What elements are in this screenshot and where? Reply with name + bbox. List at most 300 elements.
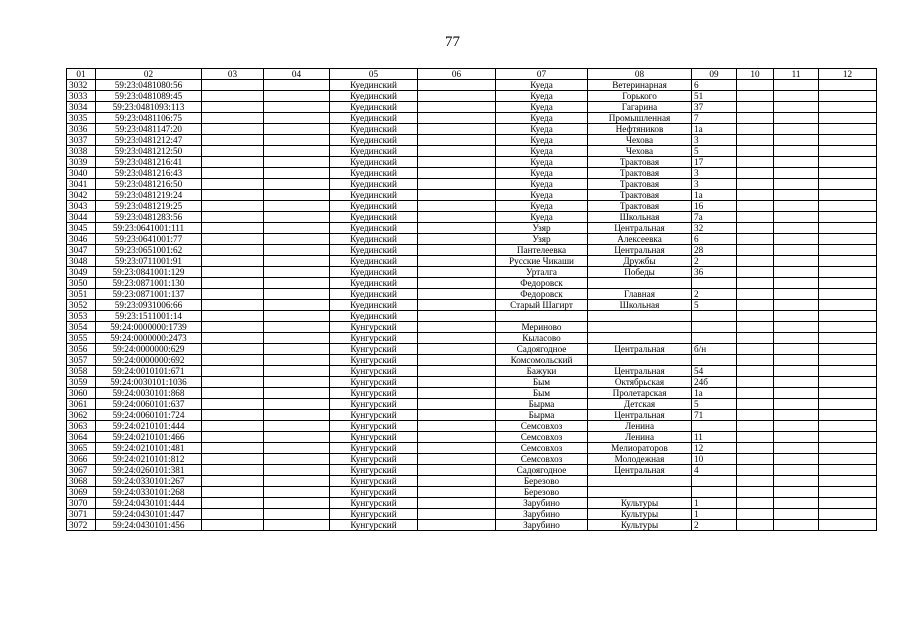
cell-col-11 xyxy=(774,278,819,289)
cell-col-03 xyxy=(202,300,264,311)
table-row xyxy=(67,80,877,91)
cell-col-03 xyxy=(202,212,264,223)
cell-locality: Куеда xyxy=(496,168,588,179)
cell-house-number: 2 xyxy=(692,520,737,531)
cell-col-06 xyxy=(418,278,496,289)
cell-col-10 xyxy=(737,355,774,366)
cell-col-10 xyxy=(737,267,774,278)
cell-col-03 xyxy=(202,366,264,377)
table-row xyxy=(67,311,877,322)
cell-row-number: 3066 xyxy=(67,454,96,465)
cell-row-number: 3067 xyxy=(67,465,96,476)
cell-cadastral-number: 59:24:0430101:444 xyxy=(96,498,202,509)
cell-col-03 xyxy=(202,201,264,212)
cell-col-10 xyxy=(737,91,774,102)
cell-locality: Куеда xyxy=(496,157,588,168)
cell-row-number: 3050 xyxy=(67,278,96,289)
cell-col-10 xyxy=(737,102,774,113)
cell-col-10 xyxy=(737,278,774,289)
cell-street: Промышленная xyxy=(588,113,692,124)
cell-col-04 xyxy=(264,135,330,146)
cell-col-12 xyxy=(819,289,877,300)
cell-col-11 xyxy=(774,179,819,190)
cell-district: Куединский xyxy=(330,135,418,146)
cell-col-11 xyxy=(774,80,819,91)
table-row xyxy=(67,113,877,124)
cell-col-11 xyxy=(774,201,819,212)
cell-col-12 xyxy=(819,91,877,102)
cell-row-number: 3049 xyxy=(67,267,96,278)
cell-street: Культуры xyxy=(588,520,692,531)
table-row xyxy=(67,333,877,344)
cell-house-number: б/н xyxy=(692,344,737,355)
table-body xyxy=(67,80,877,531)
cell-col-10 xyxy=(737,487,774,498)
cell-col-04 xyxy=(264,300,330,311)
cell-cadastral-number: 59:24:0030101:1036 xyxy=(96,377,202,388)
cell-col-12 xyxy=(819,333,877,344)
cell-row-number: 3042 xyxy=(67,190,96,201)
cell-col-11 xyxy=(774,355,819,366)
cell-house-number: 3 xyxy=(692,168,737,179)
table-row xyxy=(67,432,877,443)
cell-col-04 xyxy=(264,234,330,245)
cell-locality: Зарубино xyxy=(496,520,588,531)
cell-house-number: 54 xyxy=(692,366,737,377)
cell-cadastral-number: 59:23:0481212:47 xyxy=(96,135,202,146)
cell-col-03 xyxy=(202,454,264,465)
cell-locality: Бым xyxy=(496,377,588,388)
cell-col-04 xyxy=(264,113,330,124)
cell-cadastral-number: 59:23:0871001:130 xyxy=(96,278,202,289)
cell-district: Кунгурский xyxy=(330,388,418,399)
cell-locality: Куеда xyxy=(496,201,588,212)
cell-cadastral-number: 59:24:0010101:671 xyxy=(96,366,202,377)
cell-district: Куединский xyxy=(330,190,418,201)
cell-col-11 xyxy=(774,388,819,399)
cell-street: Школьная xyxy=(588,212,692,223)
cell-col-04 xyxy=(264,124,330,135)
cell-col-11 xyxy=(774,135,819,146)
cell-street: Центральная xyxy=(588,465,692,476)
cell-col-10 xyxy=(737,212,774,223)
cell-district: Кунгурский xyxy=(330,498,418,509)
cell-col-04 xyxy=(264,102,330,113)
cell-col-10 xyxy=(737,520,774,531)
cell-col-12 xyxy=(819,366,877,377)
cell-col-03 xyxy=(202,168,264,179)
cell-district: Куединский xyxy=(330,311,418,322)
cell-col-10 xyxy=(737,333,774,344)
cell-col-10 xyxy=(737,168,774,179)
cell-col-04 xyxy=(264,388,330,399)
cell-col-11 xyxy=(774,190,819,201)
cell-district: Кунгурский xyxy=(330,476,418,487)
cell-row-number: 3064 xyxy=(67,432,96,443)
cell-col-11 xyxy=(774,289,819,300)
cell-district: Кунгурский xyxy=(330,454,418,465)
cell-cadastral-number: 59:24:0030101:868 xyxy=(96,388,202,399)
cell-col-12 xyxy=(819,509,877,520)
cell-col-10 xyxy=(737,311,774,322)
cell-col-04 xyxy=(264,366,330,377)
cell-locality: Старый Шагирт xyxy=(496,300,588,311)
cell-locality: Куеда xyxy=(496,190,588,201)
cell-col-04 xyxy=(264,256,330,267)
cell-col-11 xyxy=(774,300,819,311)
table-row xyxy=(67,223,877,234)
cell-col-11 xyxy=(774,322,819,333)
cell-cadastral-number: 59:24:0060101:724 xyxy=(96,410,202,421)
cell-house-number: 11 xyxy=(692,432,737,443)
cell-house-number: 10 xyxy=(692,454,737,465)
cell-street: Центральная xyxy=(588,366,692,377)
cell-col-04 xyxy=(264,421,330,432)
cell-col-12 xyxy=(819,432,877,443)
cell-street: Трактовая xyxy=(588,179,692,190)
cell-col-04 xyxy=(264,157,330,168)
cell-house-number xyxy=(692,333,737,344)
cell-col-12 xyxy=(819,465,877,476)
cell-col-04 xyxy=(264,410,330,421)
cell-locality: Федоровск xyxy=(496,289,588,300)
cell-col-10 xyxy=(737,443,774,454)
cell-col-12 xyxy=(819,498,877,509)
cell-locality: Комсомольский xyxy=(496,355,588,366)
cell-street: Культуры xyxy=(588,509,692,520)
cell-col-11 xyxy=(774,520,819,531)
cell-col-06 xyxy=(418,410,496,421)
cell-row-number: 3043 xyxy=(67,201,96,212)
cell-house-number: 1 xyxy=(692,509,737,520)
cell-row-number: 3062 xyxy=(67,410,96,421)
cell-street: Гагарина xyxy=(588,102,692,113)
cell-col-04 xyxy=(264,355,330,366)
table-row xyxy=(67,102,877,113)
cell-col-12 xyxy=(819,300,877,311)
cell-col-06 xyxy=(418,476,496,487)
cell-col-06 xyxy=(418,388,496,399)
cell-col-04 xyxy=(264,443,330,454)
cell-col-12 xyxy=(819,278,877,289)
cell-col-06 xyxy=(418,223,496,234)
table-row xyxy=(67,399,877,410)
cell-district: Кунгурский xyxy=(330,465,418,476)
cell-district: Куединский xyxy=(330,234,418,245)
cell-col-10 xyxy=(737,157,774,168)
cell-col-12 xyxy=(819,223,877,234)
cell-col-06 xyxy=(418,399,496,410)
cell-street: Детская xyxy=(588,399,692,410)
cell-house-number: 7 xyxy=(692,113,737,124)
cell-street: Трактовая xyxy=(588,201,692,212)
cell-col-10 xyxy=(737,421,774,432)
cell-cadastral-number: 59:24:0000000:1739 xyxy=(96,322,202,333)
column-header-cadastral-number: 02 xyxy=(96,69,202,80)
cell-col-04 xyxy=(264,377,330,388)
cell-col-04 xyxy=(264,311,330,322)
cell-col-10 xyxy=(737,322,774,333)
cell-row-number: 3044 xyxy=(67,212,96,223)
cell-row-number: 3071 xyxy=(67,509,96,520)
cell-col-10 xyxy=(737,377,774,388)
cell-house-number: 12 xyxy=(692,443,737,454)
cell-cadastral-number: 59:23:0841001:129 xyxy=(96,267,202,278)
cell-row-number: 3059 xyxy=(67,377,96,388)
cell-col-04 xyxy=(264,322,330,333)
cell-col-06 xyxy=(418,102,496,113)
cell-cadastral-number: 59:23:0481093:113 xyxy=(96,102,202,113)
cell-col-11 xyxy=(774,432,819,443)
column-header-locality: 07 xyxy=(496,69,588,80)
cell-house-number xyxy=(692,421,737,432)
cell-col-06 xyxy=(418,432,496,443)
cell-col-04 xyxy=(264,223,330,234)
cell-cadastral-number: 59:24:0430101:447 xyxy=(96,509,202,520)
cell-col-12 xyxy=(819,157,877,168)
cell-col-12 xyxy=(819,410,877,421)
cell-col-12 xyxy=(819,443,877,454)
table-row xyxy=(67,190,877,201)
column-header-house-number: 09 xyxy=(692,69,737,80)
cell-row-number: 3065 xyxy=(67,443,96,454)
cell-cadastral-number: 59:24:0210101:481 xyxy=(96,443,202,454)
cell-house-number: 5 xyxy=(692,399,737,410)
cell-col-03 xyxy=(202,289,264,300)
table-row xyxy=(67,443,877,454)
cell-row-number: 3037 xyxy=(67,135,96,146)
cell-district: Кунгурский xyxy=(330,509,418,520)
cell-col-12 xyxy=(819,399,877,410)
cell-col-04 xyxy=(264,487,330,498)
cell-col-11 xyxy=(774,465,819,476)
cell-col-10 xyxy=(737,179,774,190)
cell-locality xyxy=(496,311,588,322)
cell-street: Октябрьская xyxy=(588,377,692,388)
cell-col-04 xyxy=(264,91,330,102)
cell-col-12 xyxy=(819,179,877,190)
cell-col-03 xyxy=(202,476,264,487)
cell-col-12 xyxy=(819,388,877,399)
cell-col-03 xyxy=(202,267,264,278)
cell-col-12 xyxy=(819,344,877,355)
cell-col-03 xyxy=(202,223,264,234)
cell-col-06 xyxy=(418,201,496,212)
cell-col-04 xyxy=(264,245,330,256)
cell-row-number: 3069 xyxy=(67,487,96,498)
cell-col-04 xyxy=(264,80,330,91)
cell-house-number: 6 xyxy=(692,234,737,245)
cell-col-03 xyxy=(202,234,264,245)
cell-locality: Куеда xyxy=(496,124,588,135)
cell-col-11 xyxy=(774,410,819,421)
cell-col-12 xyxy=(819,322,877,333)
cell-street xyxy=(588,333,692,344)
cell-cadastral-number: 59:24:0000000:2473 xyxy=(96,333,202,344)
cell-col-12 xyxy=(819,487,877,498)
cell-district: Кунгурский xyxy=(330,322,418,333)
cell-col-10 xyxy=(737,124,774,135)
cell-cadastral-number: 59:23:0871001:137 xyxy=(96,289,202,300)
cell-house-number: 36 xyxy=(692,267,737,278)
cell-col-06 xyxy=(418,520,496,531)
cell-col-10 xyxy=(737,399,774,410)
table-row xyxy=(67,421,877,432)
cell-col-04 xyxy=(264,476,330,487)
cell-col-11 xyxy=(774,91,819,102)
cell-row-number: 3068 xyxy=(67,476,96,487)
cell-col-06 xyxy=(418,487,496,498)
cell-cadastral-number: 59:23:0481106:75 xyxy=(96,113,202,124)
cell-col-03 xyxy=(202,91,264,102)
cell-house-number: 3 xyxy=(692,179,737,190)
cell-cadastral-number: 59:23:0651001:62 xyxy=(96,245,202,256)
cell-col-03 xyxy=(202,520,264,531)
cell-district: Куединский xyxy=(330,124,418,135)
column-header-col-12: 12 xyxy=(819,69,877,80)
cell-row-number: 3054 xyxy=(67,322,96,333)
cell-col-10 xyxy=(737,135,774,146)
cell-house-number: 32 xyxy=(692,223,737,234)
cell-house-number: 1а xyxy=(692,124,737,135)
cell-col-11 xyxy=(774,234,819,245)
cell-col-06 xyxy=(418,267,496,278)
cell-col-10 xyxy=(737,234,774,245)
cell-cadastral-number: 59:24:0000000:692 xyxy=(96,355,202,366)
cell-house-number: 71 xyxy=(692,410,737,421)
cell-district: Куединский xyxy=(330,201,418,212)
cell-col-11 xyxy=(774,443,819,454)
cell-col-06 xyxy=(418,498,496,509)
cell-district: Кунгурский xyxy=(330,399,418,410)
cell-col-10 xyxy=(737,190,774,201)
table-row xyxy=(67,234,877,245)
cell-locality: Березово xyxy=(496,487,588,498)
table-row xyxy=(67,322,877,333)
cell-house-number: 6 xyxy=(692,80,737,91)
cell-col-12 xyxy=(819,201,877,212)
cell-house-number: 5 xyxy=(692,300,737,311)
cell-cadastral-number: 59:24:0000000:629 xyxy=(96,344,202,355)
cell-cadastral-number: 59:23:0481080:56 xyxy=(96,80,202,91)
cell-street: Центральная xyxy=(588,245,692,256)
cell-district: Куединский xyxy=(330,223,418,234)
cell-house-number: 1 xyxy=(692,498,737,509)
cell-col-12 xyxy=(819,377,877,388)
cell-col-04 xyxy=(264,498,330,509)
column-header-district: 05 xyxy=(330,69,418,80)
column-header-row-number: 01 xyxy=(67,69,96,80)
cell-col-11 xyxy=(774,113,819,124)
cell-house-number: 2 xyxy=(692,289,737,300)
cell-cadastral-number: 59:23:0481283:56 xyxy=(96,212,202,223)
cell-col-06 xyxy=(418,421,496,432)
cell-col-06 xyxy=(418,168,496,179)
cell-locality: Зарубино xyxy=(496,498,588,509)
cell-col-10 xyxy=(737,432,774,443)
cell-house-number: 24б xyxy=(692,377,737,388)
table-row xyxy=(67,168,877,179)
cell-col-11 xyxy=(774,168,819,179)
cell-col-04 xyxy=(264,454,330,465)
cell-cadastral-number: 59:23:0481147:20 xyxy=(96,124,202,135)
cell-locality: Куеда xyxy=(496,179,588,190)
cell-district: Куединский xyxy=(330,245,418,256)
cell-col-03 xyxy=(202,146,264,157)
cell-locality: Семсовхоз xyxy=(496,454,588,465)
cell-house-number: 7а xyxy=(692,212,737,223)
cell-street: Победы xyxy=(588,267,692,278)
cell-row-number: 3039 xyxy=(67,157,96,168)
cell-col-12 xyxy=(819,520,877,531)
property-register-table xyxy=(66,68,877,531)
cell-cadastral-number: 59:23:0481216:50 xyxy=(96,179,202,190)
cell-col-04 xyxy=(264,168,330,179)
page-number: 77 xyxy=(445,34,460,50)
cell-col-03 xyxy=(202,102,264,113)
column-header-col-10: 10 xyxy=(737,69,774,80)
cell-house-number: 16 xyxy=(692,201,737,212)
cell-locality: Семсовхоз xyxy=(496,443,588,454)
cell-cadastral-number: 59:24:0210101:444 xyxy=(96,421,202,432)
cell-col-12 xyxy=(819,355,877,366)
cell-street: Молодежная xyxy=(588,454,692,465)
cell-row-number: 3045 xyxy=(67,223,96,234)
cell-col-11 xyxy=(774,344,819,355)
cell-row-number: 3053 xyxy=(67,311,96,322)
cell-cadastral-number: 59:24:0330101:267 xyxy=(96,476,202,487)
cell-street: Алексеевка xyxy=(588,234,692,245)
cell-col-03 xyxy=(202,190,264,201)
column-header-street: 08 xyxy=(588,69,692,80)
cell-row-number: 3032 xyxy=(67,80,96,91)
cell-locality: Куеда xyxy=(496,146,588,157)
cell-cadastral-number: 59:23:1511001:14 xyxy=(96,311,202,322)
cell-col-06 xyxy=(418,366,496,377)
cell-col-03 xyxy=(202,388,264,399)
cell-locality: Урталга xyxy=(496,267,588,278)
cell-cadastral-number: 59:24:0430101:456 xyxy=(96,520,202,531)
cell-col-12 xyxy=(819,146,877,157)
cell-col-06 xyxy=(418,80,496,91)
cell-col-03 xyxy=(202,278,264,289)
cell-col-12 xyxy=(819,234,877,245)
cell-col-04 xyxy=(264,344,330,355)
cell-row-number: 3055 xyxy=(67,333,96,344)
cell-street: Культуры xyxy=(588,498,692,509)
table-row xyxy=(67,300,877,311)
cell-row-number: 3057 xyxy=(67,355,96,366)
cell-locality: Семсовхоз xyxy=(496,432,588,443)
cell-col-12 xyxy=(819,256,877,267)
cell-locality: Куеда xyxy=(496,91,588,102)
table-row xyxy=(67,476,877,487)
cell-col-11 xyxy=(774,509,819,520)
cell-col-06 xyxy=(418,190,496,201)
cell-col-10 xyxy=(737,289,774,300)
table-row xyxy=(67,212,877,223)
cell-street: Центральная xyxy=(588,410,692,421)
cell-col-11 xyxy=(774,256,819,267)
cell-locality: Куеда xyxy=(496,102,588,113)
cell-col-04 xyxy=(264,212,330,223)
cell-row-number: 3060 xyxy=(67,388,96,399)
cell-cadastral-number: 59:23:0481216:41 xyxy=(96,157,202,168)
cell-col-11 xyxy=(774,124,819,135)
cell-col-06 xyxy=(418,113,496,124)
cell-col-06 xyxy=(418,157,496,168)
cell-col-10 xyxy=(737,80,774,91)
